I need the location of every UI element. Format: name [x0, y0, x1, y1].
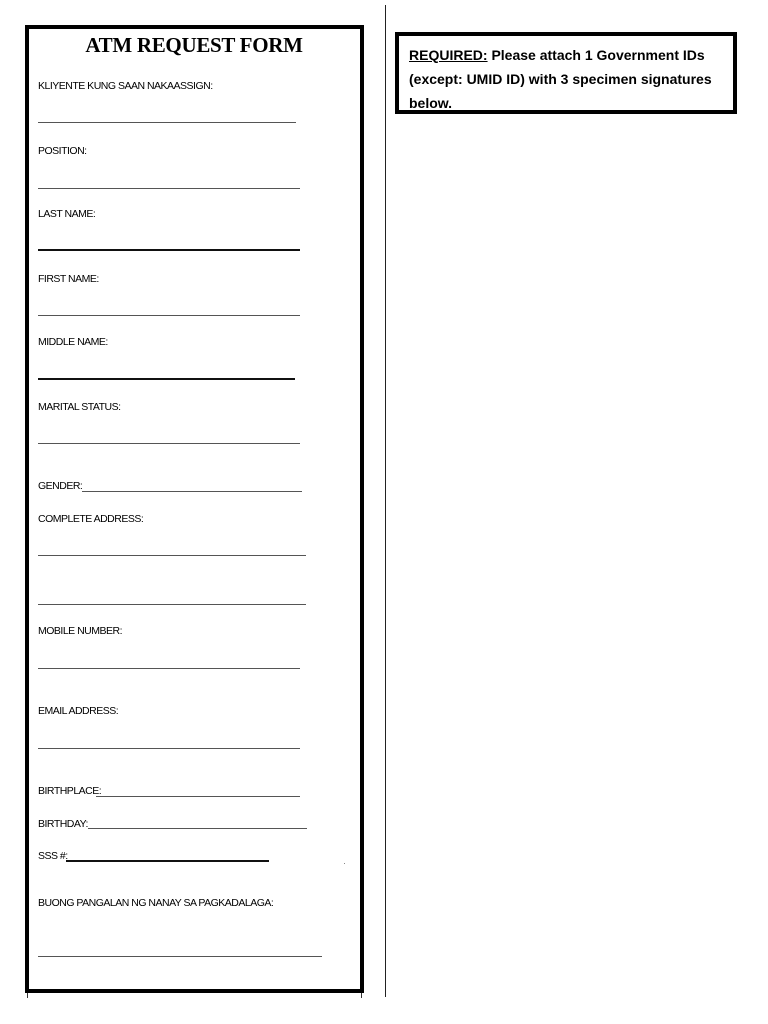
- page-center-divider: [385, 5, 386, 997]
- complete-address-label: COMPLETE ADDRESS:: [38, 513, 144, 525]
- mobile-number-field[interactable]: [38, 668, 300, 669]
- atm-request-form-box: [25, 25, 364, 993]
- required-notice-box: [395, 32, 737, 114]
- first-name-field[interactable]: [38, 315, 300, 316]
- middle-name-label: MIDDLE NAME:: [38, 336, 108, 348]
- gender-field[interactable]: [82, 491, 302, 492]
- position-label: POSITION:: [38, 145, 87, 157]
- required-notice-text: Please attach 1 Government IDs (except: UMID ID) with 3 specimen signatures below.: [409, 47, 712, 111]
- birthday-field[interactable]: [88, 828, 307, 829]
- form-title: ATM REQUEST FORM: [85, 33, 303, 57]
- mobile-number-label: MOBILE NUMBER:: [38, 625, 123, 637]
- email-address-label: EMAIL ADDRESS:: [38, 705, 119, 717]
- marital-status-label: MARITAL STATUS:: [38, 401, 121, 413]
- birthplace-field[interactable]: [96, 796, 300, 797]
- sss-label: SSS #:: [38, 850, 68, 862]
- mother-maiden-name-label: BUONG PANGALAN NG NANAY SA PAGKADALAGA:: [38, 897, 274, 909]
- mother-maiden-name-field[interactable]: [38, 956, 322, 957]
- required-notice-label: REQUIRED:: [409, 47, 488, 63]
- client-assigned-field[interactable]: [38, 122, 296, 123]
- last-name-field[interactable]: [38, 249, 300, 251]
- marital-status-field[interactable]: [38, 443, 300, 444]
- client-assigned-label: KLIYENTE KUNG SAAN NAKAASSIGN:: [38, 80, 213, 92]
- birthday-label: BIRTHDAY:: [38, 818, 88, 830]
- complete-address-field-line-2[interactable]: [38, 604, 306, 605]
- gender-label: GENDER:: [38, 480, 83, 492]
- sss-field[interactable]: [66, 860, 269, 862]
- complete-address-field-line-1[interactable]: [38, 555, 306, 556]
- position-field[interactable]: [38, 188, 300, 189]
- middle-name-field[interactable]: [38, 378, 295, 380]
- first-name-label: FIRST NAME:: [38, 273, 99, 285]
- birthplace-label: BIRTHPLACE:: [38, 785, 102, 797]
- email-address-field[interactable]: [38, 748, 300, 749]
- last-name-label: LAST NAME:: [38, 208, 96, 220]
